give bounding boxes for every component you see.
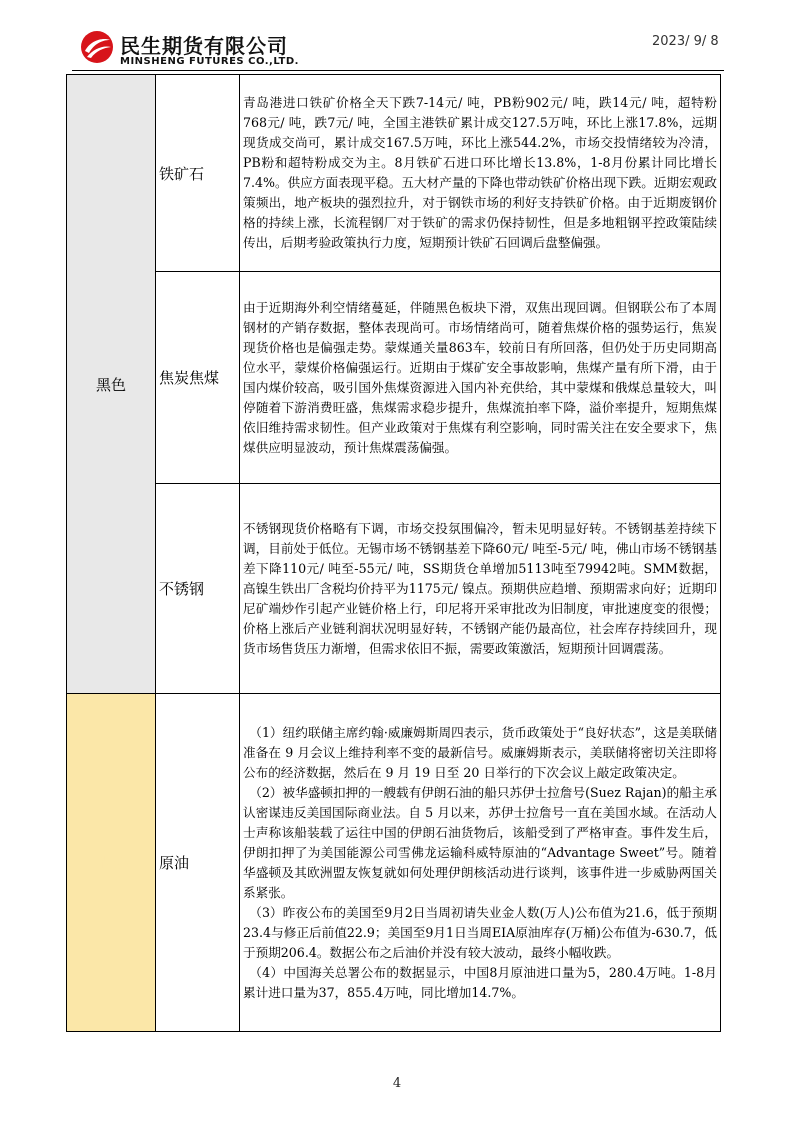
commentary-text: 不锈钢现货价格略有下调，市场交投氛围偏冷，暂未见明显好转。不锈钢基差持续下调，目前处于低位。无锡市场不锈钢基差下降60元/ 吨至-5元/ 吨，佛山市场不锈钢基差下降110元/ 吨至-55元/ 吨，SS期货仓单增加5113吨至79942吨。SMM数据，高镍生铁出厂含税均价持平为1175元/ 镍点。预期供应趋增、预期需求向好；近期印尼矿端炒作引起产业链价格上行，印尼将开采审批改为旧制度，审批速度变的很慢；价格上涨后产业链利润状况明显好转，不锈钢产能仍最高位，社会库存持续回升，现货市场售货压力渐增，但需求依旧不振，需要政策激活，短期预计回调震荡。 bbox=[243, 520, 717, 656]
report-date: 2023/ 9/ 8 bbox=[652, 34, 719, 49]
commodity-name-stainless-steel: 不锈钢 bbox=[156, 484, 240, 694]
commodity-name-iron-ore: 铁矿石 bbox=[156, 75, 240, 272]
category-label-energy: 能源 bbox=[95, 854, 126, 872]
commodity-name-crude-oil: 原油 bbox=[156, 694, 240, 1032]
table-row bbox=[67, 694, 721, 1032]
table-row bbox=[67, 272, 721, 484]
commentary-paragraph: （3）昨夜公布的美国至9月2日当周初请失业金人数(万人)公布值为21.6，低于预期23.4与修正后前值22.9；美国至9月1日当周EIA原油库存(万桶)公布值为-630.7，低于预期206.4。数据公布之后油价并没有较大波动，最终小幅收跌。 bbox=[243, 904, 717, 960]
commodity-commentary-stainless-steel bbox=[240, 484, 721, 694]
page-number: 4 bbox=[392, 1076, 402, 1091]
page-header bbox=[0, 0, 794, 70]
commentary-paragraph: （1）纽约联储主席约翰·威廉姆斯周四表示，货币政策处于“良好状态”，这是美联储准备在 9 月会议上维持利率不变的最新信号。威廉姆斯表示，美联储将密切关注即将公布的经济数据，然后在 9 月 19 日至 20 日举行的下次会议上敲定政策决定。 bbox=[243, 724, 717, 780]
commodity-commentary-crude-oil bbox=[240, 694, 721, 1032]
category-cell-energy bbox=[67, 694, 156, 1032]
commentary-text: 青岛港进口铁矿价格全天下跌7-14元/ 吨，PB粉902元/ 吨，跌14元/ 吨，超特粉768元/ 吨，跌7元/ 吨，全国主港铁矿累计成交127.5万吨，环比上涨17.8%，远期现货成交尚可，累计成交167.5万吨，环比上涨544.2%，市场交投情绪较为冷清，PB粉和超特粉成交为主。8月铁矿石进口环比增长13.8%，1-8月份累计同比增长7.4%。供应方面表现平稳。五大材产量的下降也带动铁矿价格出现下跌。近期宏观政策频出，地产板块的强烈拉升，对于钢铁市场的利好支持铁矿价格。由于近期废钢价格的持续上涨，长流程钢厂对于铁矿的需求仍保持韧性，但是多地粗钢平控政策陆续传出，后期考验政策执行力度，短期预计铁矿石回调后盘整偏强。 bbox=[243, 95, 717, 250]
commentary-text: 由于近期海外利空情绪蔓延，伴随黑色板块下滑，双焦出现回调。但钢联公布了本周钢材的产销存数据，整体表现尚可。市场情绪尚可，随着焦煤价格的强势运行，焦炭现货价格也是偏强走势。蒙煤通关量863车，较前日有所回落，但仍处于历史同期高位水平，蒙煤价格偏强运行。近期由于煤矿安全事故影响，焦煤产量有所下滑，由于国内煤价较高，吸引国外焦煤资源进入国内补充供给，其中蒙煤和俄煤总量较大，叫停随着下游消费旺盛，焦煤需求稳步提升，焦煤流拍率下降，溢价率提升，短期焦煤依旧维持需求韧性。但产业政策对于焦煤有利空影响，同时需关注在安全要求下，焦煤供应明显波动，预计焦煤震荡偏强。 bbox=[243, 299, 717, 455]
commentary-paragraph: （4）中国海关总署公布的数据显示，中国8月原油进口量为5，280.4万吨。1-8月累计进口量为37，855.4万吨，同比增加14.7%。 bbox=[243, 964, 717, 1000]
header-divider bbox=[72, 70, 724, 71]
commodity-commentary-iron-ore bbox=[240, 75, 721, 272]
commodity-name-coking-coal: 焦炭焦煤 bbox=[156, 272, 240, 484]
commodity-commentary-coking-coal bbox=[240, 272, 721, 484]
table-row bbox=[67, 75, 721, 272]
commentary-paragraph: （2）被华盛顿扣押的一艘载有伊朗石油的船只苏伊士拉詹号(Suez Rajan)的船主承认密谋违反美国国际商业法。自 5 月以来，苏伊士拉詹号一直在美国水域。在活动人士声称该船装载了运往中国的伊朗石油货物后，该船受到了严格审查。事件发生后，伊朗扣押了为美国能源公司雪佛龙运输科威特原油的“Advantage Sweet”号。随着华盛顿及其欧洲盟友恢复就如何处理伊朗核活动进行谈判，该事件进一步威胁两国关系紧张。 bbox=[243, 784, 717, 900]
minsheng-logo-icon bbox=[80, 30, 114, 64]
brand-name-cn: 民生期货有限公司 bbox=[120, 34, 288, 58]
commodity-table bbox=[66, 74, 721, 1032]
category-cell-black: 黑色 bbox=[67, 75, 156, 694]
table-row bbox=[67, 484, 721, 694]
brand-name-en: MINSHENG FUTURES CO.,LTD. bbox=[120, 56, 299, 67]
